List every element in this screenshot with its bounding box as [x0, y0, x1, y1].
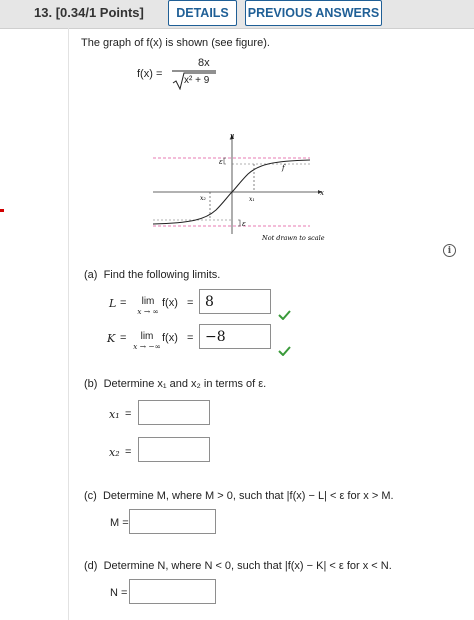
- question-header: [0, 0, 474, 29]
- L-variable: L: [109, 297, 117, 310]
- L-limit: lim x → ∞: [137, 296, 159, 316]
- L-fx: f(x): [162, 297, 178, 309]
- info-icon[interactable]: i: [443, 244, 456, 257]
- x2-answer-input[interactable]: [138, 437, 210, 462]
- details-button[interactable]: DETAILS: [168, 0, 237, 26]
- content-divider: [68, 28, 69, 620]
- x2-label: x₂: [200, 195, 206, 202]
- part-c-text: (c) Determine M, where M > 0, such that |f(x) − L| < ε for x > M.: [84, 490, 394, 502]
- x-axis-label: x: [320, 189, 324, 197]
- lower-eps-bracket: [238, 220, 240, 226]
- part-a-text: (a) Find the following limits.: [84, 269, 221, 281]
- x2-variable: x₂: [109, 446, 120, 459]
- intro-text: The graph of f(x) is shown (see figure).: [81, 37, 270, 49]
- L-eq: =: [120, 297, 127, 309]
- x1-label: x₁: [249, 196, 255, 203]
- upper-eps-label: ε: [219, 158, 223, 166]
- N-answer-input[interactable]: [129, 579, 216, 604]
- y-axis-label: y: [230, 132, 234, 140]
- L-eq2: =: [187, 297, 194, 309]
- fraction-denominator: x² + 9: [184, 75, 210, 86]
- figure-caption: Not drawn to scale: [262, 234, 325, 242]
- N-variable: N =: [110, 587, 128, 599]
- x1-variable: x₁: [109, 408, 120, 421]
- fraction-numerator: 8x: [198, 57, 210, 69]
- lower-eps-label: ε: [242, 220, 246, 228]
- x2-eq: =: [125, 446, 132, 458]
- function-graph: [150, 130, 330, 245]
- x1-answer-input[interactable]: [138, 400, 210, 425]
- check-icon: [278, 346, 291, 356]
- x1-eq: =: [125, 408, 132, 420]
- previous-answers-button[interactable]: PREVIOUS ANSWERS: [245, 0, 382, 26]
- L-answer-input[interactable]: 8: [199, 289, 271, 314]
- upper-eps-bracket: [224, 158, 226, 164]
- K-limit: lim x → −∞: [133, 331, 161, 351]
- curve-label: f: [282, 164, 285, 172]
- part-b-text: (b) Determine x₁ and x₂ in terms of ε.: [84, 378, 267, 390]
- K-variable: K: [107, 332, 116, 345]
- K-answer-input[interactable]: −8: [199, 324, 271, 349]
- question-number: 13. [0.34/1 Points]: [34, 5, 144, 20]
- M-variable: M =: [110, 517, 129, 529]
- part-d-text: (d) Determine N, where N < 0, such that |f(x) − K| < ε for x < N.: [84, 560, 392, 572]
- K-eq2: =: [187, 332, 194, 344]
- K-fx: f(x): [162, 332, 178, 344]
- check-icon: [278, 310, 291, 320]
- page-marker: [0, 209, 4, 212]
- M-answer-input[interactable]: [129, 509, 216, 534]
- K-eq: =: [120, 332, 127, 344]
- function-lhs: f(x) =: [137, 68, 163, 80]
